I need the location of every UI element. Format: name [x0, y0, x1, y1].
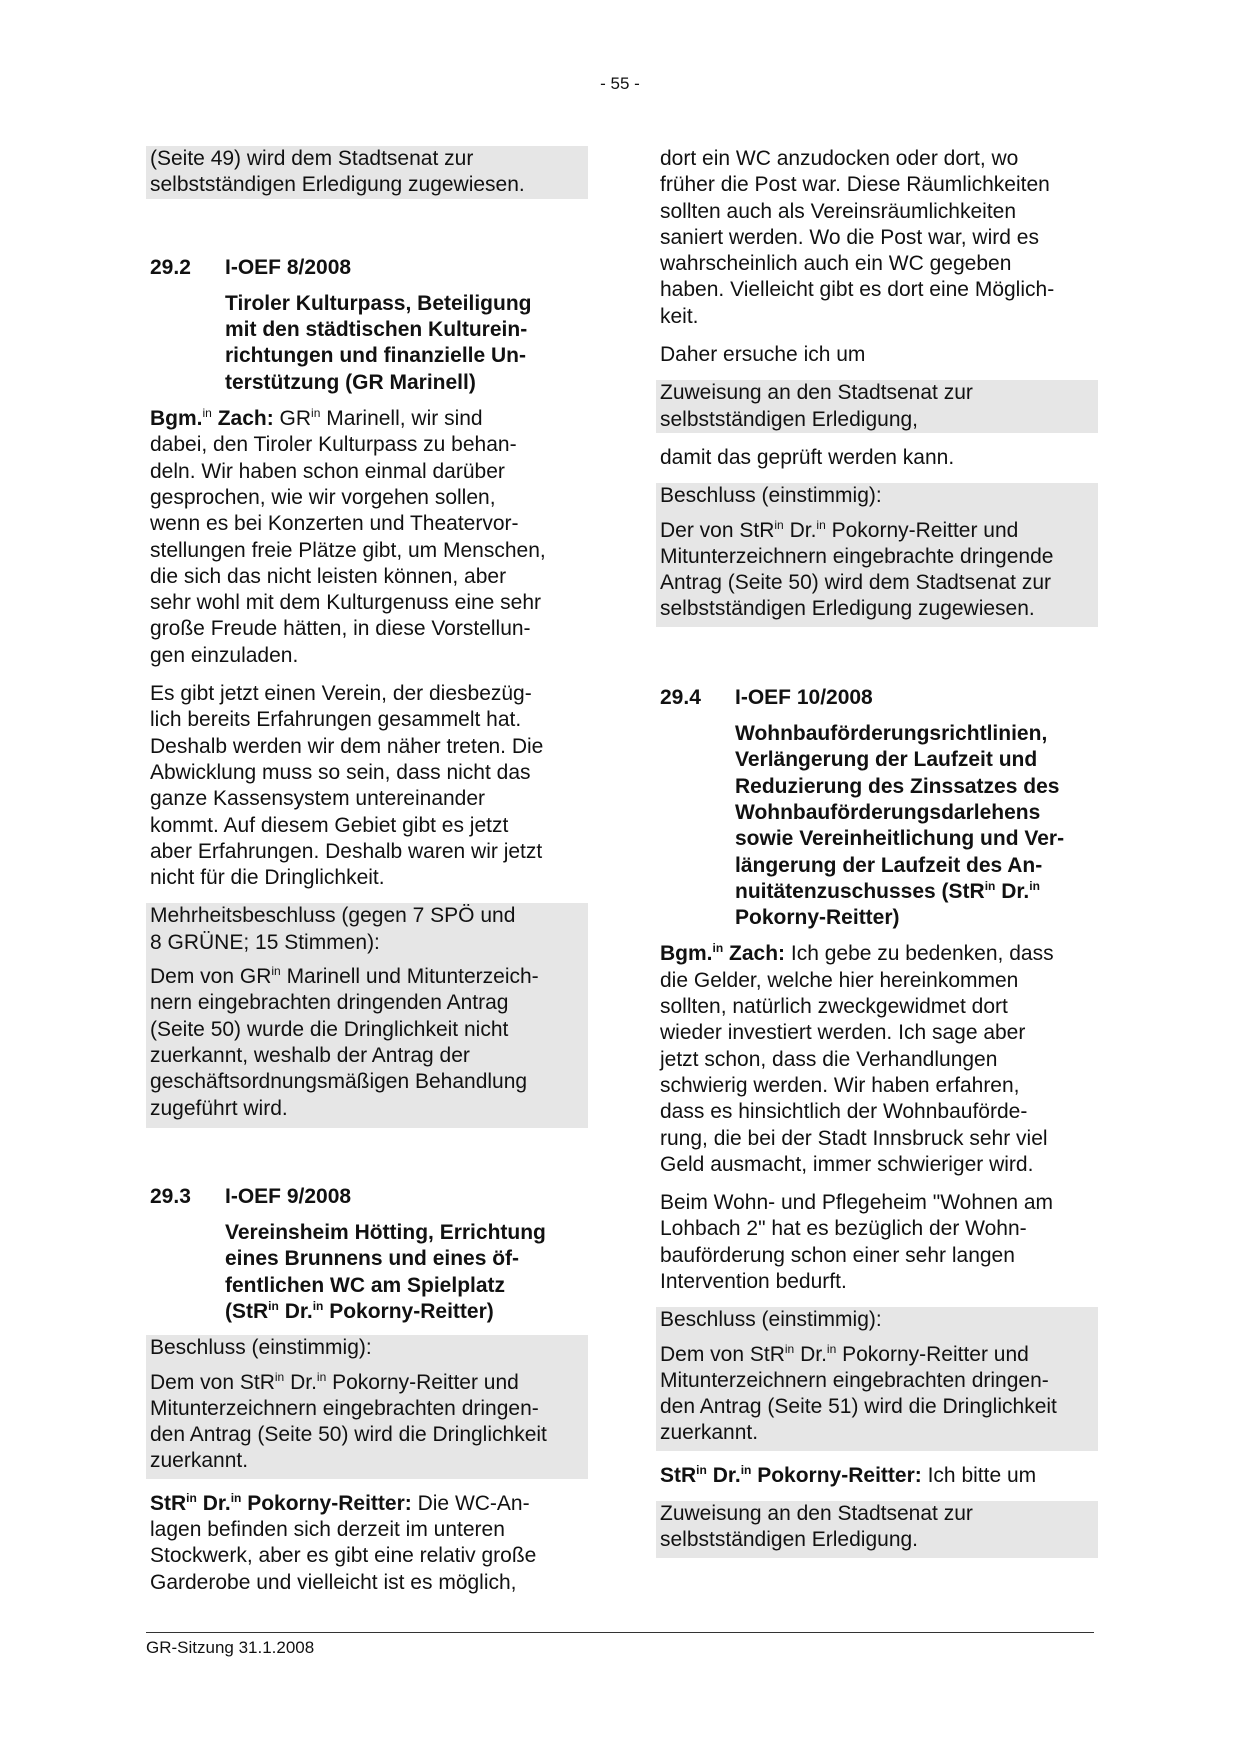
- title-line: nuitätenzuschusses (StR$^{in}$ Dr.$^{in}$: [735, 878, 1040, 903]
- text-line: Intervention bedurft.: [660, 1269, 847, 1293]
- section-title: [146, 1220, 588, 1325]
- text-line: den Antrag (Seite 51) wird die Dringlichkeit: [660, 1395, 1057, 1419]
- text-line: große Freude hätten, in diese Vorstellun-: [150, 617, 531, 641]
- section-code: I-OEF 9/2008: [225, 1184, 352, 1208]
- text-line: Abwicklung muss so sein, dass nicht das: [150, 760, 531, 784]
- text-line: zuerkannt, weshalb der Antrag der: [150, 1043, 470, 1067]
- section-number: 29.4: [660, 685, 701, 709]
- page-number: - 55 -: [600, 74, 640, 93]
- speech-paragraph: [146, 1491, 588, 1596]
- section-number: 29.3: [150, 1184, 191, 1208]
- text-line: StR$^{in}$ Dr.$^{in}$ Pokorny-Reitter: Ich bitte um: [660, 1462, 1037, 1487]
- text-line: lich bereits Erfahrungen gesammelt hat.: [150, 708, 522, 732]
- text-line: die sich das nicht leisten können, aber: [150, 564, 507, 588]
- text-line: dabei, den Tiroler Kulturpass zu behan-: [150, 433, 517, 457]
- text-line: aber Erfahrungen. Deshalb waren wir jetzt: [150, 839, 543, 863]
- decision-box: [656, 483, 1098, 626]
- decision-heading: Mehrheitsbeschluss (gegen 7 SPÖ und: [150, 904, 516, 928]
- text-line: Mitunterzeichnern eingebrachten dringen-: [150, 1396, 539, 1420]
- title-line: Wohnbauförderungsrichtlinien,: [735, 722, 1048, 746]
- text-line: saniert werden. Wo die Post war, wird es: [660, 225, 1039, 249]
- decision-box: [656, 1307, 1098, 1450]
- text-line: (Seite 49) wird dem Stadtsenat zur: [150, 147, 474, 170]
- section-title: [656, 721, 1098, 931]
- text-line: Zuweisung an den Stadtsenat zur: [660, 381, 973, 405]
- text-line: Zuweisung an den Stadtsenat zur: [660, 1502, 973, 1526]
- text-line: Mitunterzeichnern eingebrachten dringen-: [660, 1368, 1049, 1392]
- intro-resolution-box: [146, 146, 588, 199]
- title-line: mit den städtischen Kulturein-: [225, 318, 528, 342]
- decision-heading: Beschluss (einstimmig):: [150, 1336, 372, 1360]
- text-line: selbstständigen Erledigung,: [660, 407, 919, 431]
- text-line: Bgm.$^{in}$ Zach: Ich gebe zu bedenken, dass: [660, 941, 1054, 966]
- title-line: Verlängerung der Laufzeit und: [735, 748, 1038, 772]
- text-line: zuerkannt.: [150, 1449, 249, 1473]
- speech-paragraph: [146, 406, 588, 669]
- text-line: keit.: [660, 304, 699, 328]
- text-line: wenn es bei Konzerten und Theatervor-: [150, 512, 519, 536]
- text-line: zugeführt wird.: [150, 1096, 288, 1120]
- text-line: Geld ausmacht, immer schwieriger wird.: [660, 1152, 1034, 1176]
- text-line: nicht für die Dringlichkeit.: [150, 866, 385, 890]
- text-line: schwierig werden. Wir haben erfahren,: [660, 1073, 1020, 1097]
- text-line: stellungen freie Plätze gibt, um Menschen,: [150, 538, 546, 562]
- text-line: zuerkannt.: [660, 1421, 759, 1445]
- speech-paragraph: [656, 941, 1098, 1178]
- title-line: Tiroler Kulturpass, Beteiligung: [225, 291, 532, 315]
- text-line: ganze Kassensystem untereinander: [150, 787, 486, 811]
- text-line: Bgm.$^{in}$ Zach: $GR^{in}$ Marinell, wir sind: [150, 406, 483, 431]
- text-line: bauförderung schon einer sehr langen: [660, 1243, 1015, 1267]
- text-line: Mitunterzeichnern eingebrachte dringende: [660, 544, 1054, 568]
- text-line: die Gelder, welche hier hereinkommen: [660, 968, 1019, 992]
- text-line: jetzt schon, dass die Verhandlungen: [660, 1047, 998, 1071]
- text-line: sollten, natürlich zweckgewidmet dort: [660, 995, 1008, 1019]
- title-line: eines Brunnens und eines öf-: [225, 1247, 520, 1271]
- text-line: Stockwerk, aber es gibt eine relativ große: [150, 1544, 537, 1568]
- title-line: Vereinsheim Hötting, Errichtung: [225, 1221, 546, 1245]
- text-line: rung, die bei der Stadt Innsbruck sehr viel: [660, 1126, 1048, 1150]
- text-line: wieder investiert werden. Ich sage aber: [660, 1021, 1026, 1045]
- text-line: haben. Vielleicht gibt es dort eine Möglich-: [660, 278, 1055, 302]
- text-line: Lohbach 2" hat es bezüglich der Wohn-: [660, 1217, 1027, 1241]
- title-line: terstützung (GR Marinell): [225, 370, 476, 394]
- text-line: sehr wohl mit dem Kulturgenuss eine sehr: [150, 591, 542, 615]
- text-line: gesprochen, wie wir vorgehen sollen,: [150, 485, 496, 509]
- text-line: Dem von $GR^{in}$ Marinell und Mitunterzeich-: [150, 964, 539, 989]
- section-title: [146, 291, 588, 396]
- text-line: damit das geprüft werden kann.: [660, 445, 955, 469]
- text-line: gen einzuladen.: [150, 643, 299, 667]
- text-line: selbstständigen Erledigung.: [660, 1528, 919, 1552]
- decision-heading: Beschluss (einstimmig):: [660, 484, 882, 508]
- text-line: Der von StR$^{in}$ Dr.$^{in}$ Pokorny-Reitter und: [660, 517, 1019, 542]
- text-line: Beim Wohn- und Pflegeheim "Wohnen am: [660, 1191, 1054, 1215]
- text-line: früher die Post war. Diese Räumlichkeiten: [660, 173, 1050, 197]
- text-line: Garderobe und vielleicht ist es möglich,: [150, 1570, 517, 1594]
- footer-text: GR-Sitzung 31.1.2008: [146, 1638, 315, 1657]
- section-heading-29-4: [656, 685, 1098, 711]
- text-line: dort ein WC anzudocken oder dort, wo: [660, 147, 1019, 170]
- speech-paragraph: [656, 1190, 1098, 1295]
- text-line: (Seite 50) wurde die Dringlichkeit nicht: [150, 1017, 509, 1041]
- text-line: nern eingebrachten dringenden Antrag: [150, 991, 509, 1015]
- text-line: den Antrag (Seite 50) wird die Dringlichkeit: [150, 1423, 547, 1447]
- text-line: Deshalb werden wir dem näher treten. Die: [150, 734, 544, 758]
- section-code: I-OEF 10/2008: [735, 685, 873, 709]
- section-number: 29.2: [150, 255, 191, 279]
- speech-paragraph: [656, 146, 1098, 330]
- request-box: [656, 380, 1098, 433]
- title-line: längerung der Laufzeit des An-: [735, 853, 1043, 877]
- text-line: dass es hinsichtlich der Wohnbauförde-: [660, 1100, 1028, 1124]
- text-line: lagen befinden sich derzeit im unteren: [150, 1518, 505, 1542]
- section-code: I-OEF 8/2008: [225, 255, 352, 279]
- text-line: Daher ersuche ich um: [660, 343, 866, 367]
- text-line: Antrag (Seite 50) wird dem Stadtsenat zur: [660, 571, 1052, 595]
- decision-box: [146, 1335, 588, 1478]
- right-column: [656, 146, 1098, 1558]
- text-line: deln. Wir haben schon einmal darüber: [150, 459, 505, 483]
- footer-divider: [146, 1632, 1094, 1633]
- title-line: Reduzierung des Zinssatzes des: [735, 774, 1060, 798]
- text-line: Es gibt jetzt einen Verein, der diesbezüg-: [150, 682, 532, 706]
- speech-paragraph: [146, 681, 588, 891]
- text-line: StR$^{in}$ Dr.$^{in}$ Pokorny-Reitter: Die WC-An-: [150, 1490, 530, 1515]
- section-heading-29-3: [146, 1184, 588, 1210]
- text-line: geschäftsordnungsmäßigen Behandlung: [150, 1070, 528, 1094]
- decision-heading: Beschluss (einstimmig):: [660, 1308, 882, 1332]
- section-heading-29-2: [146, 255, 588, 281]
- text-line: Dem von StR$^{in}$ Dr.$^{in}$ Pokorny-Reitter und: [660, 1341, 1029, 1366]
- final-request-box: [656, 1501, 1098, 1558]
- title-line: sowie Vereinheitlichung und Ver-: [735, 827, 1065, 851]
- decision-heading: 8 GRÜNE; 15 Stimmen):: [150, 930, 380, 954]
- title-line: Wohnbauförderungsdarlehens: [735, 800, 1041, 824]
- text-line: kommt. Auf diesem Gebiet gibt es jetzt: [150, 813, 509, 837]
- text-line: selbstständigen Erledigung zugewiesen.: [150, 173, 525, 197]
- title-line: (StR$^{in}$ Dr.$^{in}$ Pokorny-Reitter): [225, 1298, 494, 1323]
- title-line: fentlichen WC am Spielplatz: [225, 1273, 506, 1297]
- left-column: [146, 146, 588, 1596]
- text-line: sollten auch als Vereinsräumlichkeiten: [660, 199, 1017, 223]
- text-line: wahrscheinlich auch ein WC gegeben: [660, 252, 1012, 276]
- text-line: selbstständigen Erledigung zugewiesen.: [660, 597, 1035, 621]
- decision-box: [146, 903, 588, 1127]
- title-line: Pokorny-Reitter): [735, 906, 900, 930]
- title-line: richtungen und finanzielle Un-: [225, 344, 526, 368]
- text-line: Dem von StR$^{in}$ Dr.$^{in}$ Pokorny-Reitter und: [150, 1369, 519, 1394]
